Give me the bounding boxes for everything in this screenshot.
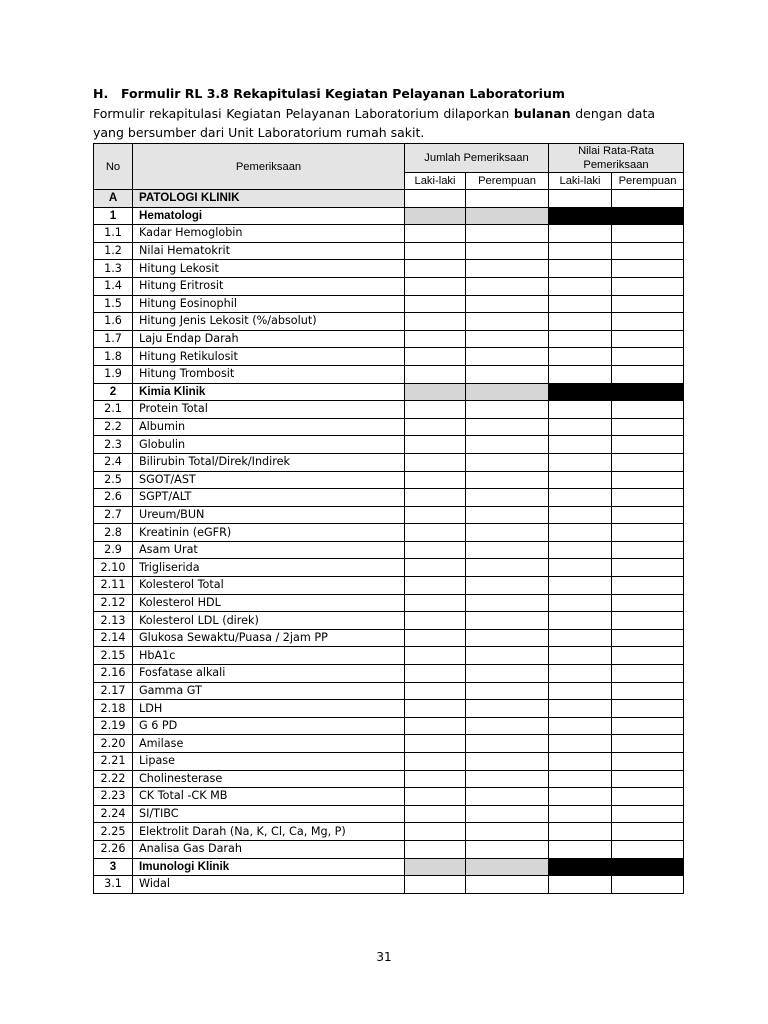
- row-examination-name: Kimia Klinik: [133, 383, 405, 401]
- cell-jumlah-perempuan: [466, 365, 549, 383]
- header-nilai-laki: Laki-laki: [549, 173, 612, 190]
- cell-jumlah-laki: [405, 242, 466, 260]
- cell-nilai-laki: [549, 418, 612, 436]
- row-number: 1.5: [94, 295, 133, 313]
- cell-jumlah-laki: [405, 365, 466, 383]
- cell-jumlah-perempuan: [466, 524, 549, 542]
- row-number: 1.6: [94, 313, 133, 331]
- row-examination-name: Hematologi: [133, 207, 405, 225]
- cell-jumlah-perempuan: [466, 207, 549, 225]
- row-number: 2.23: [94, 788, 133, 806]
- cell-nilai-laki: [549, 506, 612, 524]
- cell-nilai-perempuan: [612, 383, 684, 401]
- table-row: [94, 489, 684, 507]
- row-number: 2.5: [94, 471, 133, 489]
- cell-jumlah-perempuan: [466, 277, 549, 295]
- row-examination-name: Trigliserida: [133, 559, 405, 577]
- table-row: [94, 788, 684, 806]
- page-number: 31: [376, 950, 392, 964]
- table-row: [94, 401, 684, 419]
- cell-nilai-laki: [549, 629, 612, 647]
- row-number: 2.22: [94, 770, 133, 788]
- row-examination-name: Imunologi Klinik: [133, 858, 405, 876]
- cell-jumlah-perempuan: [466, 242, 549, 260]
- row-number: 1.2: [94, 242, 133, 260]
- table-row: [94, 524, 684, 542]
- cell-nilai-laki: [549, 541, 612, 559]
- intro-text-end: dengan data yang bersumber dari Unit Laboratorium rumah sakit.: [93, 106, 656, 140]
- row-number: 2.20: [94, 735, 133, 753]
- row-number: A: [94, 190, 133, 208]
- cell-nilai-perempuan: [612, 858, 684, 876]
- cell-nilai-laki: [549, 876, 612, 894]
- table-row: [94, 805, 684, 823]
- header-no: No: [94, 144, 133, 190]
- cell-jumlah-laki: [405, 594, 466, 612]
- cell-nilai-perempuan: [612, 453, 684, 471]
- row-number: 1.8: [94, 348, 133, 366]
- cell-jumlah-perempuan: [466, 383, 549, 401]
- cell-jumlah-perempuan: [466, 190, 549, 208]
- row-examination-name: Hitung Eritrosit: [133, 277, 405, 295]
- cell-nilai-laki: [549, 207, 612, 225]
- header-pemeriksaan: Pemeriksaan: [133, 144, 405, 190]
- cell-nilai-perempuan: [612, 295, 684, 313]
- lab-recap-table: [93, 143, 684, 894]
- row-examination-name: Kolesterol LDL (direk): [133, 612, 405, 630]
- table-row: [94, 348, 684, 366]
- row-examination-name: Gamma GT: [133, 682, 405, 700]
- table-row: [94, 260, 684, 278]
- section-title: Formulir RL 3.8 Rekapitulasi Kegiatan Pelayanan Laboratorium: [121, 86, 565, 101]
- cell-nilai-perempuan: [612, 313, 684, 331]
- table-row: [94, 541, 684, 559]
- row-examination-name: Asam Urat: [133, 541, 405, 559]
- row-number: 2.13: [94, 612, 133, 630]
- table-row: [94, 295, 684, 313]
- row-examination-name: Bilirubin Total/Direk/Indirek: [133, 453, 405, 471]
- table-row: [94, 629, 684, 647]
- table-row: [94, 717, 684, 735]
- table-row: [94, 506, 684, 524]
- table-row: [94, 770, 684, 788]
- row-number: 2.9: [94, 541, 133, 559]
- cell-nilai-laki: [549, 805, 612, 823]
- cell-jumlah-laki: [405, 489, 466, 507]
- row-examination-name: SGPT/ALT: [133, 489, 405, 507]
- cell-nilai-perempuan: [612, 401, 684, 419]
- cell-nilai-laki: [549, 770, 612, 788]
- table-row: [94, 682, 684, 700]
- row-examination-name: Hitung Jenis Lekosit (%/absolut): [133, 313, 405, 331]
- cell-nilai-perempuan: [612, 541, 684, 559]
- cell-jumlah-laki: [405, 453, 466, 471]
- cell-jumlah-perempuan: [466, 823, 549, 841]
- row-examination-name: HbA1c: [133, 647, 405, 665]
- group-row: [94, 383, 684, 401]
- cell-nilai-laki: [549, 260, 612, 278]
- cell-jumlah-perempuan: [466, 401, 549, 419]
- cell-nilai-laki: [549, 823, 612, 841]
- cell-jumlah-laki: [405, 876, 466, 894]
- row-number: 1.1: [94, 225, 133, 243]
- table-row: [94, 436, 684, 454]
- cell-nilai-perempuan: [612, 665, 684, 683]
- cell-jumlah-laki: [405, 629, 466, 647]
- intro-paragraph: [93, 104, 655, 142]
- cell-nilai-perempuan: [612, 418, 684, 436]
- cell-nilai-perempuan: [612, 207, 684, 225]
- cell-jumlah-laki: [405, 612, 466, 630]
- row-number: 2.16: [94, 665, 133, 683]
- cell-jumlah-laki: [405, 225, 466, 243]
- cell-jumlah-laki: [405, 436, 466, 454]
- cell-nilai-laki: [549, 313, 612, 331]
- cell-jumlah-laki: [405, 665, 466, 683]
- cell-jumlah-laki: [405, 207, 466, 225]
- cell-jumlah-perempuan: [466, 735, 549, 753]
- row-number: 2.25: [94, 823, 133, 841]
- cell-jumlah-laki: [405, 840, 466, 858]
- cell-nilai-laki: [549, 788, 612, 806]
- cell-nilai-perempuan: [612, 524, 684, 542]
- cell-nilai-laki: [549, 524, 612, 542]
- cell-nilai-perempuan: [612, 242, 684, 260]
- row-examination-name: Widal: [133, 876, 405, 894]
- cell-nilai-perempuan: [612, 348, 684, 366]
- section-number: H.: [93, 86, 109, 101]
- cell-jumlah-perempuan: [466, 436, 549, 454]
- table-row: [94, 840, 684, 858]
- row-examination-name: Lipase: [133, 753, 405, 771]
- group-row: [94, 858, 684, 876]
- cell-jumlah-perempuan: [466, 753, 549, 771]
- row-number: 1.7: [94, 330, 133, 348]
- cell-jumlah-laki: [405, 260, 466, 278]
- cell-jumlah-laki: [405, 788, 466, 806]
- row-number: 2.15: [94, 647, 133, 665]
- header-jumlah: Jumlah Pemeriksaan: [405, 144, 549, 173]
- row-examination-name: Kolesterol HDL: [133, 594, 405, 612]
- cell-nilai-perempuan: [612, 594, 684, 612]
- row-examination-name: Kadar Hemoglobin: [133, 225, 405, 243]
- row-examination-name: Globulin: [133, 436, 405, 454]
- cell-jumlah-laki: [405, 753, 466, 771]
- row-number: 1.4: [94, 277, 133, 295]
- cell-nilai-laki: [549, 682, 612, 700]
- row-examination-name: Hitung Eosinophil: [133, 295, 405, 313]
- row-examination-name: LDH: [133, 700, 405, 718]
- cell-jumlah-perempuan: [466, 471, 549, 489]
- cell-nilai-perempuan: [612, 277, 684, 295]
- cell-nilai-laki: [549, 700, 612, 718]
- row-examination-name: Fosfatase alkali: [133, 665, 405, 683]
- row-number: 2.18: [94, 700, 133, 718]
- row-number: 2.26: [94, 840, 133, 858]
- table-row: [94, 277, 684, 295]
- row-examination-name: Albumin: [133, 418, 405, 436]
- cell-nilai-laki: [549, 858, 612, 876]
- row-examination-name: PATOLOGI KLINIK: [133, 190, 405, 208]
- table-row: [94, 242, 684, 260]
- cell-nilai-perempuan: [612, 823, 684, 841]
- cell-jumlah-laki: [405, 383, 466, 401]
- header-nilai: Nilai Rata-Rata Pemeriksaan: [549, 144, 684, 173]
- table-row: [94, 612, 684, 630]
- cell-jumlah-laki: [405, 770, 466, 788]
- cell-jumlah-laki: [405, 418, 466, 436]
- table-row: [94, 594, 684, 612]
- cell-jumlah-perempuan: [466, 876, 549, 894]
- cell-nilai-laki: [549, 383, 612, 401]
- intro-bold-word: bulanan: [513, 106, 571, 121]
- cell-jumlah-perempuan: [466, 330, 549, 348]
- cell-nilai-laki: [549, 735, 612, 753]
- cell-nilai-laki: [549, 242, 612, 260]
- cell-nilai-perempuan: [612, 612, 684, 630]
- row-number: 2.19: [94, 717, 133, 735]
- cell-nilai-perempuan: [612, 489, 684, 507]
- cell-jumlah-perempuan: [466, 260, 549, 278]
- cell-nilai-perempuan: [612, 700, 684, 718]
- table-row: [94, 577, 684, 595]
- cell-nilai-perempuan: [612, 506, 684, 524]
- cell-nilai-laki: [549, 295, 612, 313]
- group-row: [94, 207, 684, 225]
- table-row: [94, 876, 684, 894]
- header-jumlah-perempuan: Perempuan: [466, 173, 549, 190]
- table-row: [94, 453, 684, 471]
- row-number: 2.10: [94, 559, 133, 577]
- cell-jumlah-perempuan: [466, 647, 549, 665]
- section-row: [94, 190, 684, 208]
- cell-nilai-perempuan: [612, 840, 684, 858]
- cell-jumlah-perempuan: [466, 489, 549, 507]
- row-number: 2.6: [94, 489, 133, 507]
- cell-nilai-perempuan: [612, 735, 684, 753]
- header-row-1: [94, 144, 684, 173]
- cell-nilai-laki: [549, 489, 612, 507]
- row-examination-name: Kolesterol Total: [133, 577, 405, 595]
- cell-jumlah-perempuan: [466, 788, 549, 806]
- section-heading: [93, 86, 565, 101]
- cell-nilai-laki: [549, 840, 612, 858]
- cell-jumlah-laki: [405, 277, 466, 295]
- cell-jumlah-laki: [405, 524, 466, 542]
- cell-jumlah-perempuan: [466, 717, 549, 735]
- cell-jumlah-perempuan: [466, 506, 549, 524]
- cell-jumlah-perempuan: [466, 295, 549, 313]
- cell-jumlah-perempuan: [466, 594, 549, 612]
- row-number: 3.1: [94, 876, 133, 894]
- cell-jumlah-perempuan: [466, 629, 549, 647]
- table-row: [94, 559, 684, 577]
- cell-jumlah-perempuan: [466, 225, 549, 243]
- cell-jumlah-perempuan: [466, 612, 549, 630]
- cell-nilai-laki: [549, 436, 612, 454]
- cell-nilai-laki: [549, 559, 612, 577]
- row-examination-name: Hitung Lekosit: [133, 260, 405, 278]
- cell-jumlah-perempuan: [466, 559, 549, 577]
- cell-nilai-perempuan: [612, 682, 684, 700]
- row-number: 2.2: [94, 418, 133, 436]
- table-row: [94, 365, 684, 383]
- cell-nilai-laki: [549, 330, 612, 348]
- row-examination-name: Analisa Gas Darah: [133, 840, 405, 858]
- cell-nilai-perempuan: [612, 753, 684, 771]
- table-row: [94, 471, 684, 489]
- table-row: [94, 753, 684, 771]
- cell-nilai-laki: [549, 647, 612, 665]
- row-examination-name: Kreatinin (eGFR): [133, 524, 405, 542]
- cell-jumlah-laki: [405, 348, 466, 366]
- cell-nilai-laki: [549, 471, 612, 489]
- cell-nilai-perempuan: [612, 330, 684, 348]
- row-number: 2.4: [94, 453, 133, 471]
- row-examination-name: Cholinesterase: [133, 770, 405, 788]
- cell-nilai-perempuan: [612, 805, 684, 823]
- table-row: [94, 665, 684, 683]
- cell-jumlah-laki: [405, 682, 466, 700]
- cell-jumlah-laki: [405, 295, 466, 313]
- cell-nilai-perempuan: [612, 577, 684, 595]
- cell-jumlah-laki: [405, 735, 466, 753]
- row-number: 2.3: [94, 436, 133, 454]
- cell-nilai-laki: [549, 348, 612, 366]
- cell-jumlah-perempuan: [466, 418, 549, 436]
- row-examination-name: SGOT/AST: [133, 471, 405, 489]
- table-row: [94, 735, 684, 753]
- row-number: 2.17: [94, 682, 133, 700]
- cell-nilai-perempuan: [612, 647, 684, 665]
- table-body: [94, 190, 684, 894]
- row-number: 2.7: [94, 506, 133, 524]
- cell-jumlah-laki: [405, 805, 466, 823]
- cell-jumlah-laki: [405, 858, 466, 876]
- cell-jumlah-perempuan: [466, 541, 549, 559]
- cell-nilai-perempuan: [612, 788, 684, 806]
- cell-jumlah-laki: [405, 541, 466, 559]
- cell-jumlah-laki: [405, 647, 466, 665]
- cell-jumlah-laki: [405, 401, 466, 419]
- row-examination-name: G 6 PD: [133, 717, 405, 735]
- row-number: 2.8: [94, 524, 133, 542]
- row-number: 2: [94, 383, 133, 401]
- row-number: 1: [94, 207, 133, 225]
- cell-nilai-perempuan: [612, 770, 684, 788]
- row-number: 1.3: [94, 260, 133, 278]
- table-row: [94, 647, 684, 665]
- row-examination-name: Hitung Retikulosit: [133, 348, 405, 366]
- cell-jumlah-perempuan: [466, 348, 549, 366]
- cell-nilai-perempuan: [612, 436, 684, 454]
- header-nilai-perempuan: Perempuan: [612, 173, 684, 190]
- cell-nilai-laki: [549, 225, 612, 243]
- cell-nilai-perempuan: [612, 717, 684, 735]
- row-number: 2.12: [94, 594, 133, 612]
- row-examination-name: Glukosa Sewaktu/Puasa / 2jam PP: [133, 629, 405, 647]
- table-row: [94, 313, 684, 331]
- cell-nilai-laki: [549, 453, 612, 471]
- cell-jumlah-perempuan: [466, 682, 549, 700]
- row-examination-name: Elektrolit Darah (Na, K, Cl, Ca, Mg, P): [133, 823, 405, 841]
- row-examination-name: Amilase: [133, 735, 405, 753]
- cell-nilai-perempuan: [612, 629, 684, 647]
- intro-text-start: Formulir rekapitulasi Kegiatan Pelayanan Laboratorium dilaporkan: [93, 106, 514, 121]
- row-examination-name: Ureum/BUN: [133, 506, 405, 524]
- cell-jumlah-perempuan: [466, 840, 549, 858]
- row-number: 2.11: [94, 577, 133, 595]
- cell-jumlah-laki: [405, 471, 466, 489]
- cell-nilai-laki: [549, 577, 612, 595]
- row-number: 1.9: [94, 365, 133, 383]
- cell-nilai-perempuan: [612, 365, 684, 383]
- cell-nilai-perempuan: [612, 260, 684, 278]
- row-number: 3: [94, 858, 133, 876]
- cell-nilai-laki: [549, 612, 612, 630]
- cell-jumlah-laki: [405, 313, 466, 331]
- row-examination-name: CK Total -CK MB: [133, 788, 405, 806]
- cell-jumlah-perempuan: [466, 313, 549, 331]
- cell-nilai-laki: [549, 753, 612, 771]
- cell-jumlah-laki: [405, 700, 466, 718]
- table-row: [94, 823, 684, 841]
- cell-nilai-laki: [549, 277, 612, 295]
- table-row: [94, 700, 684, 718]
- row-examination-name: SI/TIBC: [133, 805, 405, 823]
- cell-jumlah-perempuan: [466, 453, 549, 471]
- cell-jumlah-laki: [405, 577, 466, 595]
- table-row: [94, 418, 684, 436]
- cell-nilai-perempuan: [612, 471, 684, 489]
- row-examination-name: Protein Total: [133, 401, 405, 419]
- cell-nilai-perempuan: [612, 559, 684, 577]
- cell-nilai-perempuan: [612, 190, 684, 208]
- row-number: 2.24: [94, 805, 133, 823]
- row-number: 2.21: [94, 753, 133, 771]
- header-jumlah-laki: Laki-laki: [405, 173, 466, 190]
- cell-jumlah-laki: [405, 330, 466, 348]
- row-number: 2.14: [94, 629, 133, 647]
- cell-jumlah-perempuan: [466, 858, 549, 876]
- cell-nilai-laki: [549, 594, 612, 612]
- cell-nilai-laki: [549, 365, 612, 383]
- cell-jumlah-perempuan: [466, 805, 549, 823]
- cell-nilai-laki: [549, 401, 612, 419]
- row-examination-name: Hitung Trombosit: [133, 365, 405, 383]
- cell-jumlah-laki: [405, 506, 466, 524]
- cell-nilai-laki: [549, 717, 612, 735]
- cell-jumlah-perempuan: [466, 577, 549, 595]
- cell-jumlah-laki: [405, 190, 466, 208]
- table-row: [94, 330, 684, 348]
- cell-nilai-laki: [549, 665, 612, 683]
- cell-nilai-perempuan: [612, 876, 684, 894]
- cell-nilai-laki: [549, 190, 612, 208]
- cell-jumlah-perempuan: [466, 700, 549, 718]
- row-examination-name: Laju Endap Darah: [133, 330, 405, 348]
- cell-jumlah-perempuan: [466, 665, 549, 683]
- cell-nilai-perempuan: [612, 225, 684, 243]
- row-examination-name: Nilai Hematokrit: [133, 242, 405, 260]
- table-row: [94, 225, 684, 243]
- row-number: 2.1: [94, 401, 133, 419]
- cell-jumlah-laki: [405, 823, 466, 841]
- cell-jumlah-laki: [405, 717, 466, 735]
- cell-jumlah-laki: [405, 559, 466, 577]
- cell-jumlah-perempuan: [466, 770, 549, 788]
